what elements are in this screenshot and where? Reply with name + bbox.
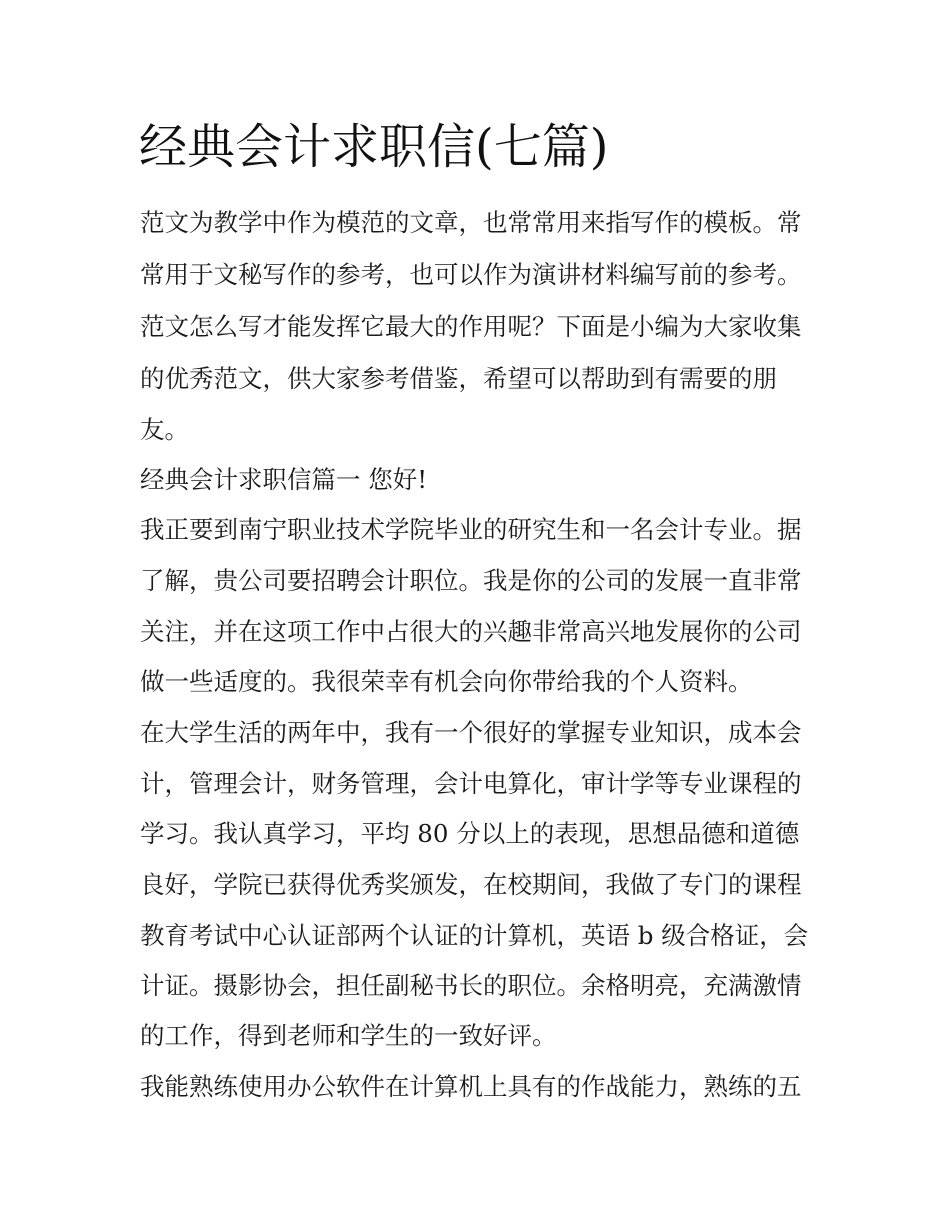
body-line: 计，管理会计，财务管理，会计电算化，审计学等专业课程的 bbox=[140, 769, 802, 798]
body-line: 在大学生活的两年中，我有一个很好的掌握专业知识，成本会 bbox=[140, 718, 802, 747]
body-line: 关注，并在这项工作中占很大的兴趣非常高兴地发展你的公司 bbox=[140, 617, 802, 646]
body-line: 我正要到南宁职业技术学院毕业的研究生和一名会计专业。据 bbox=[140, 515, 802, 544]
body-line: 了解，贵公司要招聘会计职位。我是你的公司的发展一直非常 bbox=[140, 566, 802, 595]
body-line: 常用于文秘写作的参考，也可以作为演讲材料编写前的参考。 bbox=[140, 260, 802, 289]
section-heading: 经典会计求职信篇一 您好! bbox=[140, 465, 428, 494]
body-line: 教育考试中心认证部两个认证的计算机，英语 b 级合格证，会 bbox=[140, 921, 809, 950]
body-line: 友。 bbox=[140, 415, 189, 444]
body-line: 计证。摄影协会，担任副秘书长的职位。余格明亮，充满激情 bbox=[140, 971, 802, 1000]
body-line: 范文为教学中作为模范的文章，也常常用来指写作的模板。常 bbox=[140, 208, 802, 237]
body-line: 做一些适度的。我很荣幸有机会向你带给我的个人资料。 bbox=[140, 667, 753, 696]
body-line: 学习。我认真学习，平均 80 分以上的表现，思想品德和道德 bbox=[140, 819, 800, 848]
body-line: 范文怎么写才能发挥它最大的作用呢？下面是小编为大家收集 bbox=[140, 312, 802, 341]
body-line: 的优秀范文，供大家参考借鉴，希望可以帮助到有需要的朋 bbox=[140, 364, 777, 393]
body-line: 的工作，得到老师和学生的一致好评。 bbox=[140, 1021, 557, 1050]
body-line: 良好，学院已获得优秀奖颁发，在校期间，我做了专门的课程 bbox=[140, 870, 802, 899]
body-line: 我能熟练使用办公软件在计算机上具有的作战能力，熟练的五 bbox=[140, 1072, 802, 1101]
document-title: 经典会计求职信(七篇) bbox=[139, 119, 609, 175]
